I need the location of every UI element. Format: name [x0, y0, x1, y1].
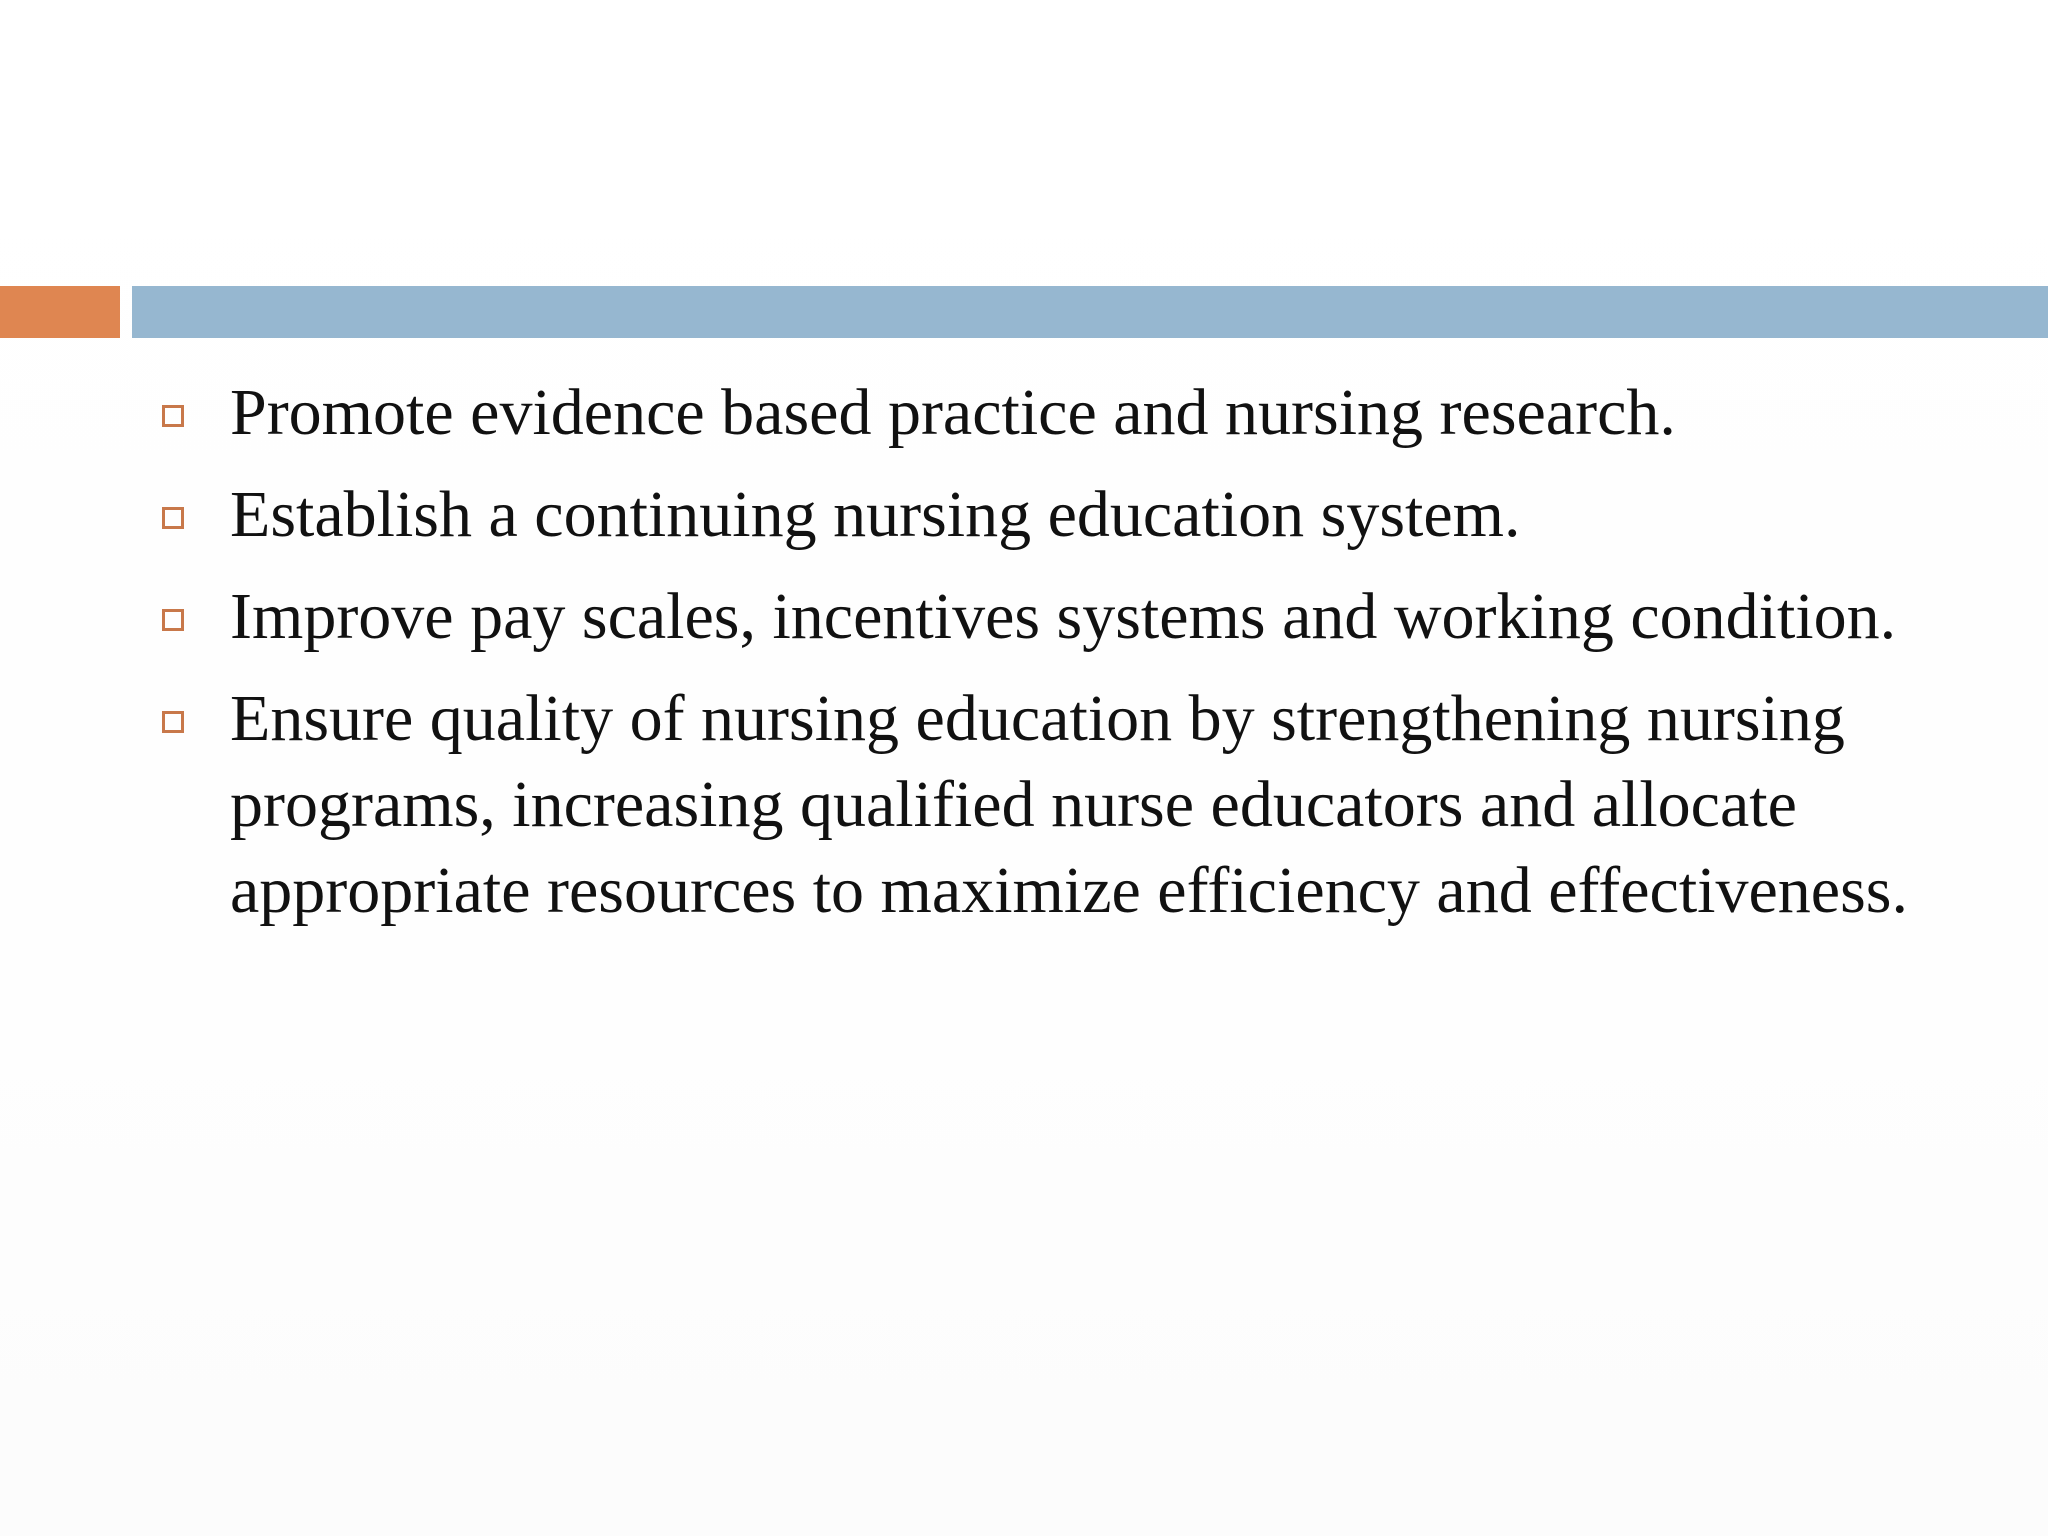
accent-bar-blue — [132, 286, 2048, 338]
bullet-list — [160, 370, 1960, 950]
bullet-item — [160, 574, 1910, 660]
square-bullet-icon — [162, 507, 184, 529]
bullet-text: Promote evidence based practice and nursing research. — [230, 376, 1676, 449]
square-bullet-icon — [162, 405, 184, 427]
square-bullet-icon — [162, 711, 184, 733]
square-bullet-icon — [162, 609, 184, 631]
accent-bar-orange — [0, 286, 120, 338]
bullet-item — [160, 370, 1960, 456]
bullet-text: Establish a continuing nursing education system. — [230, 478, 1521, 551]
bullet-text: Ensure quality of nursing education by strengthening nursing programs, increasing qualified nurse educators and allocate appropriate resources to maximize efficiency and effectiveness. — [230, 682, 1908, 927]
bullet-text: Improve pay scales, incentives systems and working condition. — [230, 580, 1897, 653]
bullet-item — [160, 676, 1990, 934]
bullet-item — [160, 472, 1960, 558]
